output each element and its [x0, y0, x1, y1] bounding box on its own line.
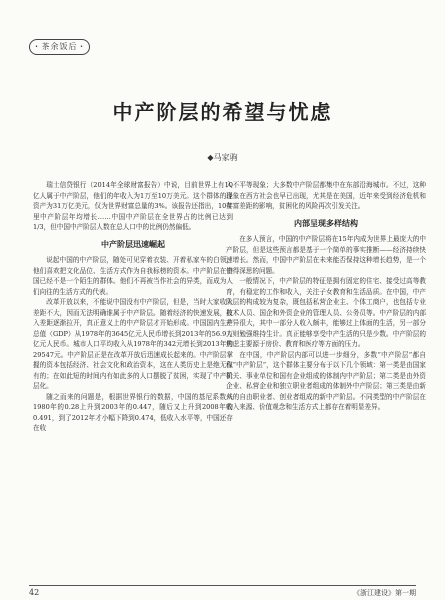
page-number: 42 [29, 588, 40, 597]
article-title: 中产阶层的希望与忧虑 [112, 100, 333, 124]
body-paragraph: 说起中国的中产阶层，随处可见穿着衣装、开着私家车的白领，他们喜欢把文化品位、生活方式作为自我标榜的资本。中产阶层在中国已经不是一个陌生的群体。他们不再被当作社会的异类，而成为人们向往的生活方式的代表。 [33, 256, 233, 296]
body-paragraph: 在中国，中产阶层内部可以进一步细分，多数“中产阶层”都自称“中产阶层”，这个群体主要分布于以下几个领域：第一类是由国家机关、事业单位和国有企业组成的体制内中产阶层；第二类是由外资企业、私营企业和独立职业者组成的体制外中产阶层；第三类是由新兴的自由职业者、创业者组成的新中产阶层。不同类型的中产阶层在收入来源、价值观念和生活方式上都存在着明显差异。 [226, 350, 426, 411]
body-paragraph: 随之而来的问题是，根据世界银行的数据，中国的基尼系数从1980年的0.28上升到2003年的0.447，随后又上升到2008年的0.491，到了2012年才小幅下降到0.474，低收入水平等，中国还存在收 [33, 392, 233, 432]
body-paragraph: 一般情况下，中产阶层的特征是拥有固定的住宅、接受过高等教育，有稳定的工作和收入，关注子女教育和生活品质。在中国，中产阶层的构成较为复杂，既包括私营企业主、个体工商户，也包括专业技术人员、国企和外资企业的管理人员、公务员等。中产阶层的内部差异很大，其中一部分人收入颇丰，能够过上体面的生活，另一部分人则勉强维持生计。真正能够享受中产生活的只是少数。中产阶层的焦虑主要源于房价、教育和医疗等方面的压力。 [226, 277, 426, 348]
left-column [33, 180, 233, 575]
journal-name: 《浙江建设》第一期 [353, 589, 416, 597]
section-tag: ・茶余饭后・ [29, 39, 90, 55]
body-paragraph: 在多人预言，中国的中产阶层将在15年内成为世界上最庞大的中产阶层，但是这些预言都是基于一个简单的事实推断——经济持续快速增长。然而，中国中产阶层在未来能否保持这种增长趋势，是一个值得深思的问题。 [226, 235, 426, 275]
section-heading: 中产阶层迅速崛起 [101, 238, 165, 249]
footer-rule [29, 585, 416, 586]
section-heading: 内部呈现多样结构 [294, 217, 358, 228]
right-column [226, 180, 426, 575]
author-byline: ◆马家驹 [207, 153, 238, 162]
body-paragraph: 改革开放以来，不能说中国没有中产阶层，但是，当时大家收入差距不大，因而无法明确谁属于中产阶层。随着经济的快速发展，收入差距逐渐拉开，真正意义上的中产阶层才开始形成。中国国内生产总值（GDP）从1978年的3645亿元人民币增长到2013年的56.9万亿元人民币。城市人口平均收入从1978年的342元增长到2013年的29547元。中产阶层正是在改革开放后迅速成长起来的。中产阶层掌握的资本包括经济、社会文化和政治资本，这在人类历史上是绝无仅有的；在如此短的时间内有如此多的人口摆脱了贫困，实现了中产阶层化。 [33, 298, 233, 390]
body-paragraph: 入不平等现象；大多数中产阶层都集中在东部沿海城市。不过，这种现象在西方社会也早已出现，尤其是在美国，近年来受到经济危机和贫富差距的影响，贫困化的风险再次引发关注。 [226, 181, 426, 210]
intro-paragraph: 瑞士信贷银行（2014年全球财富报告）中说，目前世界上有10亿人属于中产阶层，他们的年收入为1万至10万美元。这个群体的净资产为31万亿美元，仅为世界财富总量的3%。该报告还指出，10年里中产阶层年均增长……中国中产阶层在全世界占的比例已达到1/3，但中国中产阶层人数在总人口中的比例仍然偏低。 [33, 181, 233, 231]
